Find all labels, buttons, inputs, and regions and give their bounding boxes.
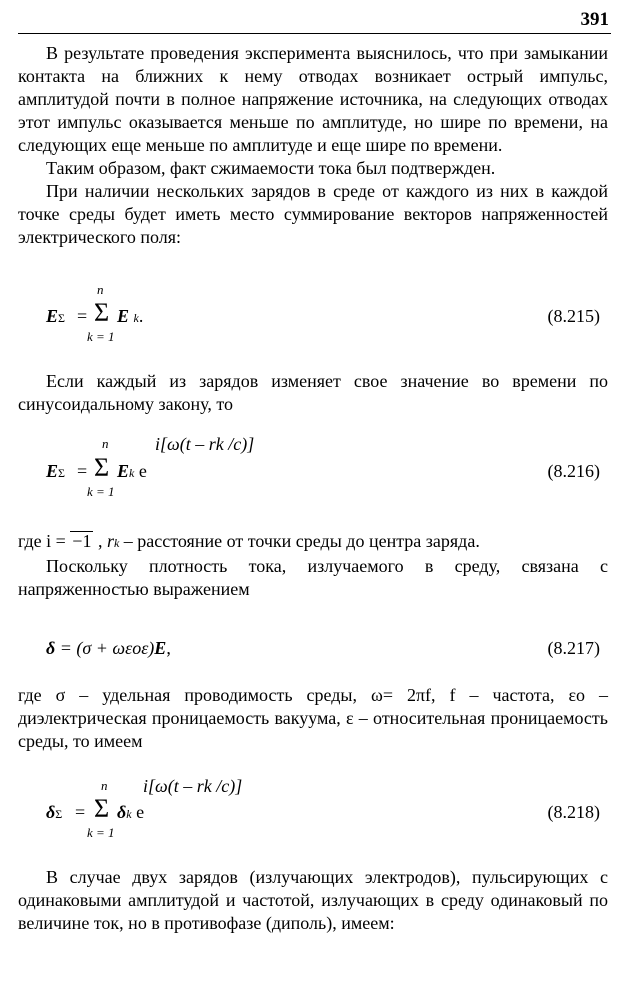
text-block-1	[18, 42, 608, 249]
paragraph-experiment: В результате проведения эксперимента выяснилось, что при замыкании контакта на ближних к нему отводах возникает острый импульс, амплитудой почти в полное напряжение источника, на следующих отводах этот импульс оказывается меньше по амплитуде, но шире по времени, на следующих еще меньше по амплитуде и еще шире по времени.	[18, 43, 608, 155]
exponent: i[ω(t – rk /c)]	[155, 434, 255, 454]
equation-number: (8.216)	[547, 461, 600, 481]
text-block-2	[18, 370, 608, 416]
paragraph-conclusion: Таким образом, факт сжимаемости тока был подтвержден.	[46, 158, 496, 178]
page-number: 391	[580, 9, 609, 30]
text-block-3	[18, 530, 608, 601]
paragraph-current-density: Поскольку плотность тока, излучаемого в среду, связана с напряженностью выражением	[18, 556, 608, 599]
exponent: i[ω(t – rk /c)]	[143, 776, 243, 796]
text-block-4	[18, 684, 608, 753]
paragraph-two-charges: В случае двух зарядов (излучающих электродов), пульсирующих с одинаковыми амплитудой и частотой, излучающих в среду одинаковый по величине ток, но в противофазе (диполь), имеем:	[18, 867, 608, 933]
book-page: 391 В результате проведения эксперимента выяснилось, что при замыкании контакта на ближних к нему отводах возникает острый импульс, амплитудой почти в полное напряжение источника, на следующих отводах этот импульс оказывается меньше по амплитуде, но шире по времени, на следующих еще меньше по амплитуде и еще шире по времени. Таким образом, факт сжимаемости тока был подтвержден. При наличии нескольких зарядов в среде от каждого из них в каждой точке среды будет иметь место суммирование векторов напряженностей электрического поля: n EΣ = Σ E k. k = 1 (8.215) Если каждый из зарядов изменяет свое значение во времени по синусоидальному закону, то n i[ω(t – rk /c)] EΣ = Σ Ek e k = 1 (8.216) где i = −1 , rk – расстояние от точки среды до центра заряда. Поскольку плотность тока, излучаемого в среду, связана с напряженностью выражением δ = (σ + ωεoε)E, (8.217) где σ – удельная проводимость среды, ω= 2πf, f – частота, εo – диэлектрическая проницаемость вакуума, ε – относительная проницаемость среды, то имеем n i[ω(t – rk /c)] δΣ = Σ δk e k = 1 (8.218) В случае двух зарядов (излучающих электродов), пульсирующих с одинаковыми амплитудой и частотой, излучающих в среду одинаковый по величине ток, но в противофазе (диполь), имеем:	[18, 9, 609, 933]
text-block-5	[18, 866, 608, 935]
paragraph-charges: При наличии нескольких зарядов в среде от каждого из них в каждой точке среды будет иметь место суммирование векторов напряженностей электрического поля:	[18, 181, 608, 247]
equation-number: (8.215)	[547, 306, 600, 326]
header-rule	[18, 33, 611, 34]
paragraph-sinusoidal: Если каждый из зарядов изменяет свое значение во времени по синусоидальному закону, то	[18, 371, 608, 414]
paragraph-sigma-definition: где σ – удельная проводимость среды, ω= 2πf, f – частота, εo – диэлектрическая проницаемость вакуума, ε – относительная проницаемость среды, то имеем	[18, 685, 608, 751]
equation-number: (8.217)	[547, 638, 600, 658]
paragraph-where-i: где i = −1 , rk – расстояние от точки среды до центра заряда.	[18, 531, 480, 551]
equation-number: (8.218)	[547, 802, 600, 822]
